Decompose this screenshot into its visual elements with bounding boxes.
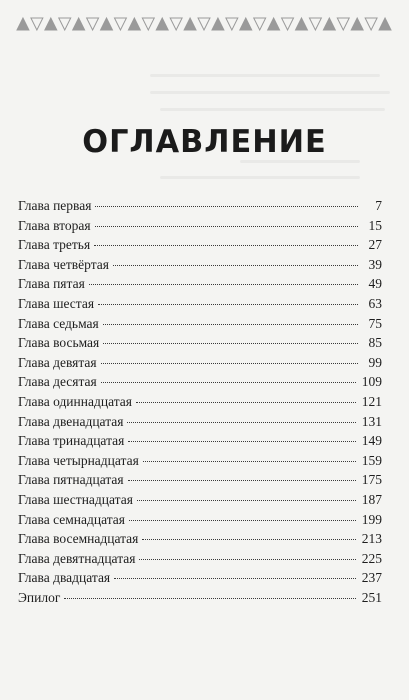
dot-leader <box>127 421 355 423</box>
triangle-border-icon <box>16 16 392 32</box>
dot-leader <box>129 519 356 521</box>
show-through-line <box>150 74 380 77</box>
toc-entry-page-number: 149 <box>361 433 382 449</box>
ornament-triangle <box>309 18 321 30</box>
ornament-triangle <box>170 18 182 30</box>
dot-leader <box>114 577 356 579</box>
ornament-triangle <box>31 18 43 30</box>
toc-entry-page-number: 175 <box>361 472 382 488</box>
toc-entry <box>18 510 382 530</box>
dot-leader <box>89 283 358 285</box>
toc-entry <box>18 216 382 236</box>
ornament-triangle <box>268 18 280 30</box>
dot-leader <box>103 342 358 344</box>
toc-entry <box>18 549 382 569</box>
toc-entry-page-number: 27 <box>368 237 382 253</box>
ornament-triangle <box>296 18 308 30</box>
ornament-triangle <box>59 18 71 30</box>
toc-entry-page-number: 75 <box>368 315 382 331</box>
show-through-line <box>160 176 360 179</box>
toc-entry-label: Глава десятая <box>18 374 97 390</box>
toc-entry <box>18 314 382 334</box>
ornament-triangle <box>17 18 29 30</box>
ornament-triangle <box>184 18 196 30</box>
dot-leader <box>143 460 356 462</box>
ornament-triangle <box>254 18 266 30</box>
toc-entry-label: Глава седьмая <box>18 315 99 331</box>
ornament-triangle <box>101 18 113 30</box>
dot-leader <box>103 323 358 325</box>
toc-entry-label: Глава четырнадцатая <box>18 452 139 468</box>
toc-entry-label: Глава третья <box>18 237 91 253</box>
ornament-triangle <box>379 18 391 30</box>
toc-entry-page-number: 85 <box>368 335 382 351</box>
triangle-border-ornament <box>16 16 392 32</box>
dot-leader <box>98 303 358 305</box>
toc-entry <box>18 451 382 471</box>
toc-entry-label: Глава шестая <box>18 295 95 311</box>
ornament-triangle <box>240 18 252 30</box>
toc-entry <box>18 490 382 510</box>
toc-entry-label: Глава семнадцатая <box>18 511 125 527</box>
dot-leader <box>113 264 358 266</box>
toc-entry-page-number: 49 <box>368 276 382 292</box>
toc-entry <box>18 235 382 255</box>
dot-leader <box>94 244 358 246</box>
toc-entry <box>18 255 382 275</box>
dot-leader <box>139 558 355 560</box>
ornament-triangle <box>142 18 154 30</box>
dot-leader <box>128 440 355 442</box>
toc-entry <box>18 196 382 216</box>
toc-entry <box>18 412 382 432</box>
toc-entry-label: Глава тринадцатая <box>18 433 125 449</box>
toc-entry-label: Глава шестнадцатая <box>18 491 133 507</box>
toc-entry-page-number: 131 <box>361 413 382 429</box>
toc-entry-page-number: 225 <box>361 550 382 566</box>
toc-entry <box>18 274 382 294</box>
toc-entry-label: Глава четвёртая <box>18 256 109 272</box>
toc-entry <box>18 431 382 451</box>
toc-entry-label: Глава одиннадцатая <box>18 393 132 409</box>
dot-leader <box>137 499 356 501</box>
toc-entry-label: Глава вторая <box>18 217 91 233</box>
ornament-triangle <box>198 18 210 30</box>
toc-entry <box>18 372 382 392</box>
toc-entry-page-number: 109 <box>361 374 382 390</box>
toc-entry <box>18 353 382 373</box>
ornament-triangle <box>351 18 363 30</box>
dot-leader <box>101 381 356 383</box>
ornament-triangle <box>365 18 377 30</box>
page-title: ОГЛАВЛЕНИЕ <box>82 124 327 160</box>
ornament-triangle <box>128 18 140 30</box>
ornament-triangle <box>323 18 335 30</box>
toc-entry-label: Эпилог <box>18 589 61 605</box>
toc-entry-label: Глава пятнадцатая <box>18 472 124 488</box>
show-through-line <box>150 91 390 94</box>
toc-entry <box>18 392 382 412</box>
ornament-triangle <box>282 18 294 30</box>
toc-entry <box>18 333 382 353</box>
toc-entry-page-number: 39 <box>368 256 382 272</box>
dot-leader <box>95 205 358 207</box>
toc-entry-page-number: 99 <box>368 354 382 370</box>
toc-entry-page-number: 199 <box>361 511 382 527</box>
toc-entry-label: Глава двенадцатая <box>18 413 124 429</box>
toc-entry <box>18 529 382 549</box>
toc-entry <box>18 568 382 588</box>
toc-entry-page-number: 7 <box>375 198 382 213</box>
toc-entry <box>18 470 382 490</box>
dot-leader <box>101 362 358 364</box>
toc-entry-page-number: 237 <box>361 570 382 586</box>
ornament-triangle <box>226 18 238 30</box>
ornament-triangle <box>73 18 85 30</box>
show-through-line <box>160 108 385 111</box>
toc-entry-page-number: 213 <box>361 531 382 547</box>
dot-leader <box>128 479 356 481</box>
toc-entry-label: Глава восемнадцатая <box>18 531 139 547</box>
show-through-line <box>240 160 360 163</box>
toc-entry-page-number: 251 <box>361 589 382 605</box>
toc-entry-label: Глава двадцатая <box>18 570 111 586</box>
ornament-triangle <box>45 18 57 30</box>
ornament-triangle <box>87 18 99 30</box>
toc-entry-page-number: 121 <box>361 393 382 409</box>
ornament-triangle <box>156 18 168 30</box>
toc-entry-label: Глава девятая <box>18 354 97 370</box>
ornament-triangle <box>114 18 126 30</box>
toc-entry-page-number: 159 <box>361 452 382 468</box>
toc-entry-label: Глава девятнадцатая <box>18 550 136 566</box>
dot-leader <box>95 225 358 227</box>
toc-entry <box>18 588 382 608</box>
toc-entry-label: Глава первая <box>18 198 92 213</box>
toc-entry-page-number: 187 <box>361 491 382 507</box>
toc-entry-page-number: 15 <box>368 217 382 233</box>
dot-leader <box>64 597 355 599</box>
dot-leader <box>142 538 355 540</box>
toc-entry-label: Глава восьмая <box>18 335 100 351</box>
ornament-triangle <box>212 18 224 30</box>
ornament-triangle <box>337 18 349 30</box>
toc-entry-label: Глава пятая <box>18 276 85 292</box>
dot-leader <box>136 401 356 403</box>
toc-entry-page-number: 63 <box>368 295 382 311</box>
table-of-contents <box>18 196 382 607</box>
toc-entry <box>18 294 382 314</box>
